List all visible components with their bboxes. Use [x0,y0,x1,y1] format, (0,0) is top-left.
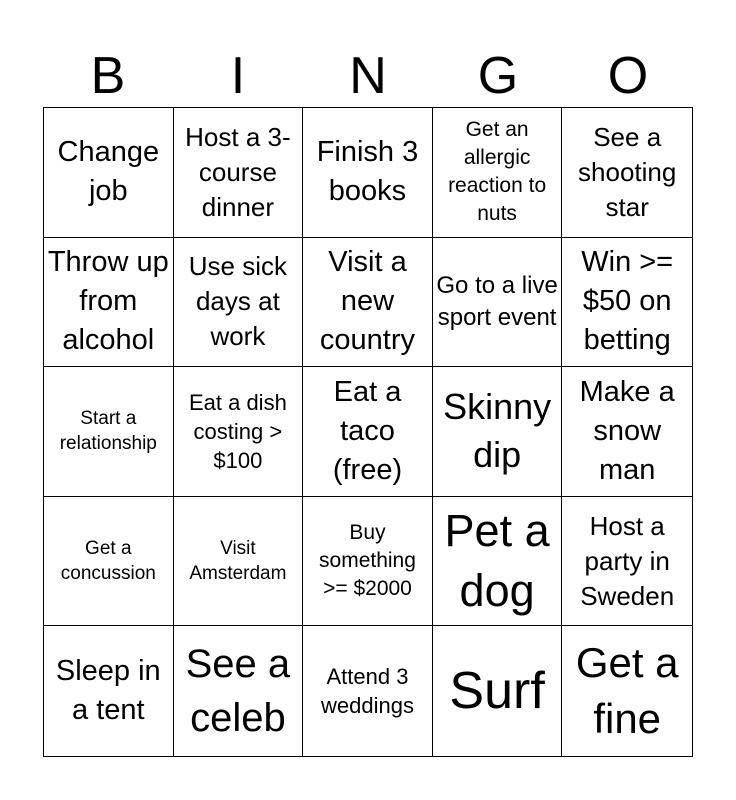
bingo-cell-text: See a shooting star [578,121,677,222]
bingo-grid [43,107,693,757]
bingo-cell-text: Change job [57,136,160,208]
bingo-cell-text: Finish 3 books [316,136,419,208]
header-letter-b: B [90,47,126,105]
bingo-cell[interactable] [562,367,692,497]
bingo-cell[interactable] [562,238,692,368]
header-letter-g: G [477,47,519,105]
bingo-cell[interactable] [433,238,563,368]
bingo-cell-text: Throw up from alcohol [47,246,169,357]
bingo-cell-text: Make a snow man [579,375,675,486]
bingo-cell-text: Host a party in Sweden [580,510,675,611]
bingo-cell[interactable] [303,367,433,497]
bingo-cell[interactable] [44,626,174,756]
bingo-cell[interactable] [303,108,433,238]
bingo-header [43,48,693,104]
bingo-cell-text: Skinny dip [443,386,552,476]
bingo-cell-text: Pet a dog [444,505,550,617]
bingo-cell-text: Buy something >= $2000 [319,521,416,601]
header-letter-i: I [230,47,246,105]
bingo-cell-text: Visit a new country [319,246,416,357]
bingo-cell[interactable] [562,497,692,627]
bingo-cell[interactable] [433,497,563,627]
bingo-cell[interactable] [433,108,563,238]
bingo-cell-text: See a celeb [185,642,291,741]
bingo-cell-text: Eat a taco (free) [332,375,403,486]
bingo-cell-text: Get a concussion [60,538,156,585]
bingo-cell-text: Attend 3 weddings [321,664,414,719]
bingo-cell-text: Go to a live sport event [436,271,558,331]
bingo-cell[interactable] [562,108,692,238]
header-letter-n: N [349,47,387,105]
bingo-cell-text: Visit Amsterdam [189,538,287,585]
bingo-cell-text: Eat a dish costing > $100 [188,389,287,473]
bingo-cell[interactable] [44,497,174,627]
bingo-cell-text: Host a 3-course dinner [185,121,291,222]
bingo-cell-text: Sleep in a tent [55,655,161,727]
bingo-cell[interactable] [303,238,433,368]
bingo-cell[interactable] [562,626,692,756]
bingo-cell[interactable] [44,238,174,368]
bingo-cell-text: Start a relationship [59,408,157,455]
bingo-cell[interactable] [174,497,304,627]
bingo-cell-text: Get a fine [575,639,679,743]
bingo-cell-text: Surf [449,662,545,721]
bingo-cell[interactable] [303,626,433,756]
bingo-cell[interactable] [174,626,304,756]
bingo-cell[interactable] [174,367,304,497]
bingo-cell-text: Use sick days at work [188,251,288,352]
bingo-cell[interactable] [433,626,563,756]
bingo-cell[interactable] [44,367,174,497]
header-letter-o: O [607,47,649,105]
bingo-cell-text: Get an allergic reaction to nuts [448,118,547,226]
bingo-cell[interactable] [174,108,304,238]
bingo-cell[interactable] [433,367,563,497]
bingo-cell[interactable] [303,497,433,627]
bingo-cell[interactable] [174,238,304,368]
bingo-cell-text: Win >= $50 on betting [581,246,674,357]
bingo-cell[interactable] [44,108,174,238]
